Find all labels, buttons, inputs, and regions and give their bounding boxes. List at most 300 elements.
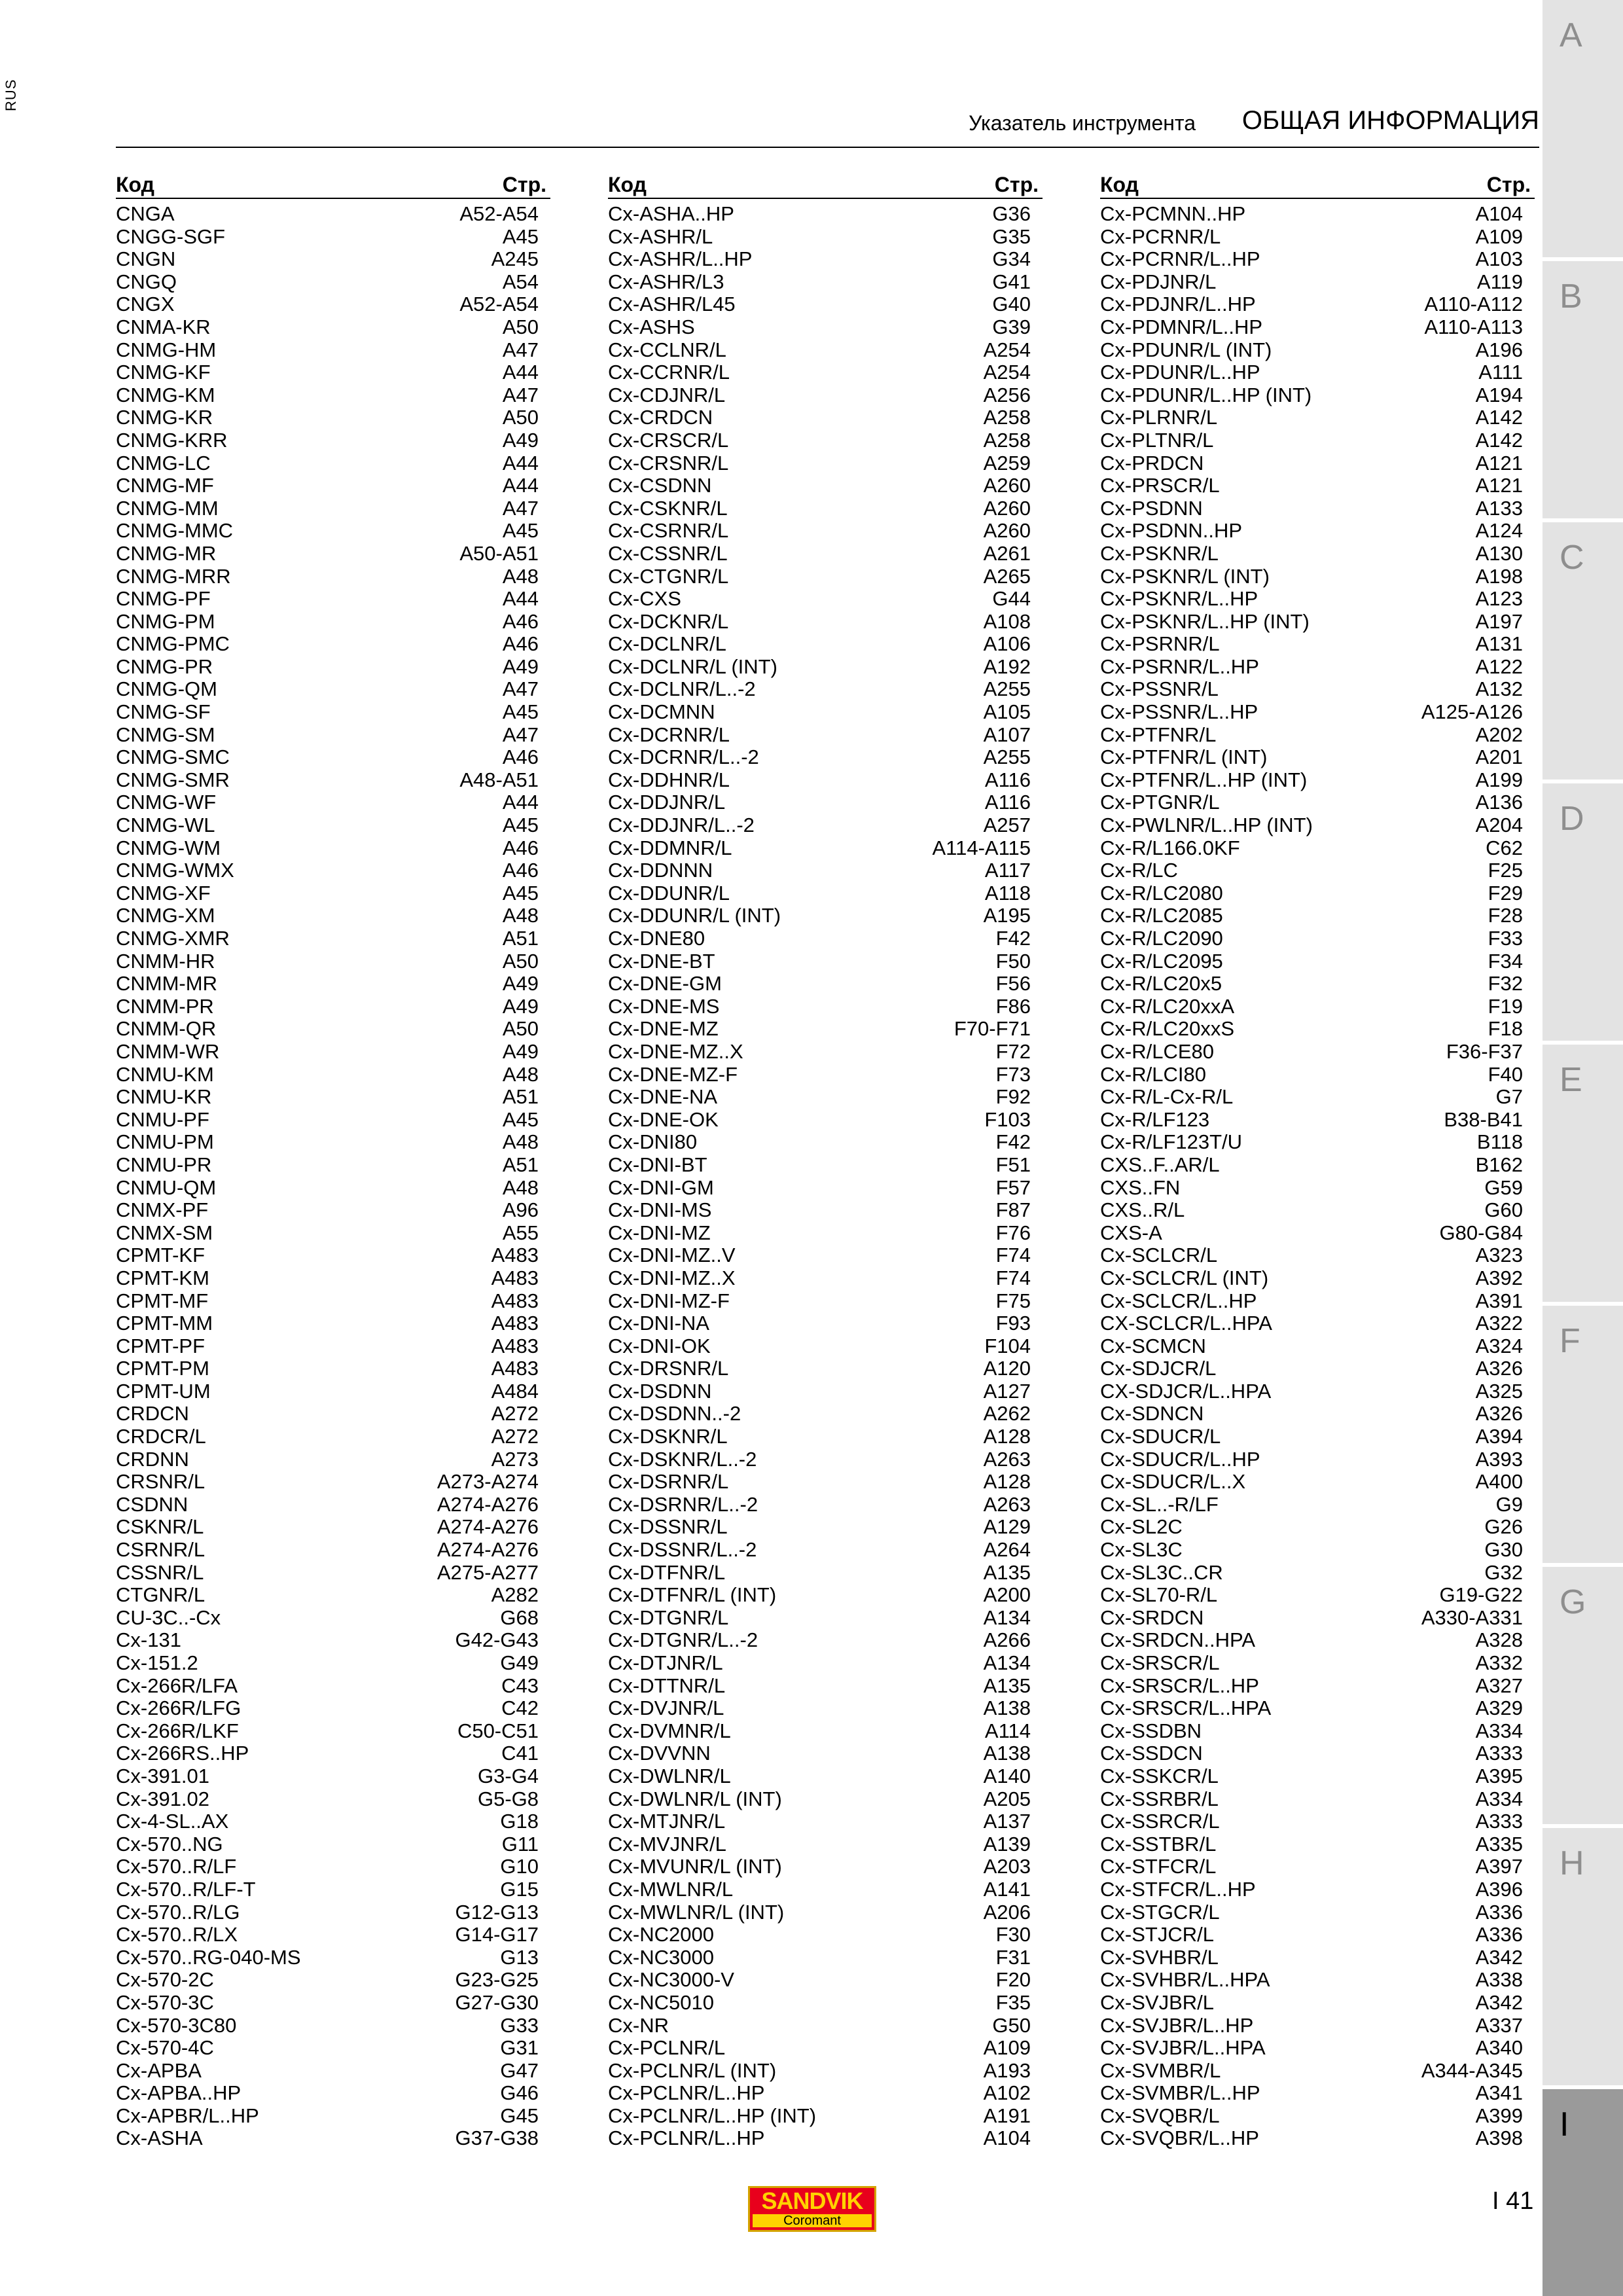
page-reference: A198 xyxy=(1475,564,1523,588)
tool-code: CXS..R/L xyxy=(1100,1198,1185,1222)
page-reference: A483 xyxy=(491,1312,539,1335)
tool-code: CNMG-PF xyxy=(116,587,211,611)
index-row xyxy=(608,996,1043,1018)
tool-code: CNMU-KM xyxy=(116,1062,214,1086)
index-row xyxy=(1100,724,1535,747)
index-row xyxy=(608,2082,1043,2105)
page-reference: G9 xyxy=(1495,1492,1523,1516)
index-row xyxy=(116,497,550,520)
index-row xyxy=(608,611,1043,634)
tool-code: Cx-DNE-MS xyxy=(608,994,720,1018)
index-row xyxy=(608,429,1043,452)
tool-code: CNMM-QR xyxy=(116,1017,217,1041)
index-row xyxy=(1100,1041,1535,1064)
page-reference: G33 xyxy=(500,2013,539,2037)
tool-code: Cx-PSKNR/L (INT) xyxy=(1100,564,1270,588)
tool-code: Cx-PCRNR/L..HP xyxy=(1100,247,1260,271)
page-reference: A128 xyxy=(983,1425,1031,1448)
index-row xyxy=(116,1675,550,1698)
tool-code: Cx-DCLNR/L (INT) xyxy=(608,655,777,678)
sandvik-logo xyxy=(748,2186,876,2232)
tool-code: Cx-DRSNR/L xyxy=(608,1357,729,1380)
page-reference: A255 xyxy=(983,677,1031,701)
page-reference: A333 xyxy=(1475,1810,1523,1833)
tool-code: CNMM-WR xyxy=(116,1039,220,1063)
index-row xyxy=(1100,316,1535,339)
page-reference: F72 xyxy=(995,1039,1031,1063)
tool-code: CNMG-WMX xyxy=(116,859,234,882)
tab-e[interactable]: E xyxy=(1543,1045,1623,1302)
page-reference: A55 xyxy=(502,1221,539,1244)
tool-code: CNMG-KRR xyxy=(116,428,228,452)
page-reference: A344-A345 xyxy=(1421,2058,1523,2082)
page-reference: A191 xyxy=(983,2104,1031,2127)
page-reference: A338 xyxy=(1475,1968,1523,1992)
page-reference: A116 xyxy=(984,768,1031,791)
tool-code: Cx-CTGNR/L xyxy=(608,564,729,588)
page-reference: A51 xyxy=(502,1085,539,1109)
page-reference: A326 xyxy=(1475,1357,1523,1380)
index-rows xyxy=(116,199,550,2150)
index-row xyxy=(1100,746,1535,769)
index-row xyxy=(1100,497,1535,520)
index-row xyxy=(1100,520,1535,543)
tool-code: Cx-266R/LFA xyxy=(116,1674,238,1697)
tool-code: Cx-151.2 xyxy=(116,1651,198,1674)
index-row xyxy=(608,927,1043,950)
page-reference: G47 xyxy=(500,2058,539,2082)
tool-code: Cx-APBA..HP xyxy=(116,2081,241,2105)
index-row xyxy=(1100,1494,1535,1516)
tool-code: CNMG-HM xyxy=(116,338,217,361)
page-reference: A45 xyxy=(502,1107,539,1131)
tool-code: Cx-PCLNR/L..HP (INT) xyxy=(608,2104,817,2127)
index-row xyxy=(1100,1471,1535,1494)
index-row xyxy=(1100,1177,1535,1200)
page-reference: A274-A276 xyxy=(437,1515,539,1539)
tool-code: Cx-SVMBR/L..HP xyxy=(1100,2081,1260,2105)
index-row xyxy=(1100,1969,1535,1992)
page-reference: A135 xyxy=(983,1560,1031,1584)
tool-code: Cx-CSDNN xyxy=(608,474,712,497)
tool-code: Cx-DNE-MZ..X xyxy=(608,1039,743,1063)
page-reference: A107 xyxy=(983,723,1031,746)
index-row xyxy=(608,361,1043,384)
tool-code: CNMG-WM xyxy=(116,836,221,859)
index-row xyxy=(608,1742,1043,1765)
index-row xyxy=(608,837,1043,860)
index-row xyxy=(1100,271,1535,294)
index-row xyxy=(116,1946,550,1969)
tool-code: Cx-PCLNR/L xyxy=(608,2036,726,2060)
index-row xyxy=(608,1675,1043,1698)
tool-code: Cx-DCRNR/L..-2 xyxy=(608,745,759,769)
index-row xyxy=(116,973,550,996)
page-reference: A96 xyxy=(502,1198,539,1222)
page-reference: A194 xyxy=(1475,383,1523,406)
page-reference: F86 xyxy=(995,994,1031,1018)
page-reference: A327 xyxy=(1475,1674,1523,1697)
page-reference: B118 xyxy=(1476,1130,1523,1154)
page-reference: A114 xyxy=(984,1719,1031,1742)
index-row xyxy=(116,565,550,588)
tab-d[interactable]: D xyxy=(1543,783,1623,1041)
tool-code: Cx-DSSNR/L..-2 xyxy=(608,1538,757,1562)
tool-code: Cx-PTFNR/L xyxy=(1100,723,1217,746)
page-reference: F29 xyxy=(1488,881,1523,905)
page-reference: A46 xyxy=(502,632,539,656)
page-reference: G50 xyxy=(992,2013,1031,2037)
index-row xyxy=(608,1833,1043,1856)
index-row xyxy=(1100,1222,1535,1245)
index-row xyxy=(116,520,550,543)
page-reference: G37-G38 xyxy=(455,2126,539,2150)
tool-code: CXS..F..AR/L xyxy=(1100,1153,1220,1176)
index-row xyxy=(116,475,550,497)
tool-code: Cx-DCMNN xyxy=(608,700,715,724)
page-reference: G42-G43 xyxy=(455,1628,539,1652)
page-reference: A265 xyxy=(983,564,1031,588)
page-reference: A326 xyxy=(1475,1402,1523,1426)
tool-code: Cx-ASHR/L45 xyxy=(608,293,736,316)
tool-code: CNMG-SMR xyxy=(116,768,230,791)
page-reference: A47 xyxy=(502,677,539,701)
page-reference: F57 xyxy=(995,1175,1031,1199)
tool-code: Cx-SL70-R/L xyxy=(1100,1583,1218,1607)
index-row xyxy=(608,882,1043,905)
tool-code: Cx-SSKCR/L xyxy=(1100,1764,1219,1787)
tool-code: Cx-DNE80 xyxy=(608,927,705,950)
tool-code: Cx-DCRNR/L xyxy=(608,723,730,746)
tool-code: Cx-ASHR/L3 xyxy=(608,270,724,293)
page-reference: A106 xyxy=(983,632,1031,656)
tool-code: Cx-MTJNR/L xyxy=(608,1810,726,1833)
page-reference: A49 xyxy=(502,1039,539,1063)
index-row xyxy=(116,316,550,339)
page-reference: F50 xyxy=(995,949,1031,973)
index-row xyxy=(116,2037,550,2060)
page-reference: A260 xyxy=(983,474,1031,497)
tool-code: Cx-PSDNN xyxy=(1100,496,1203,520)
page-reference: A109 xyxy=(1475,224,1523,248)
page-reference: A121 xyxy=(1475,451,1523,475)
page-reference: A44 xyxy=(502,361,539,384)
page-reference: A483 xyxy=(491,1289,539,1312)
tool-code: CNMG-MMC xyxy=(116,519,234,543)
page-reference: A132 xyxy=(1475,677,1523,701)
page-reference: A257 xyxy=(983,814,1031,837)
index-row xyxy=(608,1041,1043,1064)
page-reference: A125-A126 xyxy=(1421,700,1523,724)
page-reference: G5-G8 xyxy=(477,1787,539,1810)
tool-code: Cx-DDMNR/L xyxy=(608,836,732,859)
tool-code: Cx-PSSNR/L xyxy=(1100,677,1219,701)
index-row xyxy=(608,1448,1043,1471)
index-row xyxy=(608,1924,1043,1946)
page-reference: A124 xyxy=(1475,519,1523,543)
index-row xyxy=(608,1086,1043,1109)
tool-code: Cx-NC3000-V xyxy=(608,1968,734,1992)
page-reference: F34 xyxy=(1488,949,1523,973)
page-reference: A52-A54 xyxy=(459,293,539,316)
page-reference: A45 xyxy=(502,224,539,248)
page-reference: A199 xyxy=(1475,768,1523,791)
index-row xyxy=(116,361,550,384)
index-row xyxy=(608,656,1043,679)
index-row xyxy=(1100,1426,1535,1448)
tool-code: CNGA xyxy=(116,202,175,225)
page-reference: F51 xyxy=(995,1153,1031,1176)
tool-code: Cx-STJCR/L xyxy=(1100,1923,1214,1946)
tool-code: Cx-PTFNR/L..HP (INT) xyxy=(1100,768,1308,791)
index-row xyxy=(116,226,550,249)
tool-code: Cx-570..NG xyxy=(116,1832,223,1856)
tool-code: Cx-CXS xyxy=(608,587,681,611)
tab-c[interactable]: C xyxy=(1543,522,1623,780)
tool-code: Cx-PDJNR/L xyxy=(1100,270,1217,293)
index-column-2 xyxy=(608,171,1043,2150)
tool-code: Cx-CRDCN xyxy=(608,406,713,429)
page-reference: A204 xyxy=(1475,814,1523,837)
tab-g[interactable]: G xyxy=(1543,1567,1623,1824)
page-reference: A46 xyxy=(502,859,539,882)
index-row xyxy=(608,1584,1043,1607)
tool-code: CNMU-PR xyxy=(116,1153,212,1176)
tool-code: Cx-ASHA..HP xyxy=(608,202,734,225)
index-row xyxy=(608,1222,1043,1245)
page-reference: A49 xyxy=(502,655,539,678)
page-reference: A196 xyxy=(1475,338,1523,361)
tool-code: Cx-SDUCR/L..X xyxy=(1100,1470,1246,1494)
tool-code: Cx-DCKNR/L xyxy=(608,609,729,633)
page-reference: G30 xyxy=(1484,1538,1523,1562)
index-row xyxy=(608,1380,1043,1403)
page-reference: G60 xyxy=(1484,1198,1523,1222)
tab-b[interactable]: B xyxy=(1543,261,1623,518)
page-reference: A140 xyxy=(983,1764,1031,1787)
page-reference: A325 xyxy=(1475,1379,1523,1403)
page-reference: A137 xyxy=(983,1810,1031,1833)
column-header xyxy=(608,171,1043,199)
tool-code: Cx-NC2000 xyxy=(608,1923,714,1946)
tool-code: Cx-DNI-MZ-F xyxy=(608,1289,730,1312)
tool-code: CX-SCLCR/L..HPA xyxy=(1100,1312,1272,1335)
index-row xyxy=(608,1901,1043,1924)
index-row xyxy=(116,950,550,973)
page-reference: A46 xyxy=(502,836,539,859)
tool-code: Cx-570..R/LF xyxy=(116,1855,237,1878)
page-reference: A254 xyxy=(983,338,1031,361)
index-row xyxy=(1100,882,1535,905)
page-reference: F104 xyxy=(984,1334,1031,1357)
tool-code: Cx-DTFNR/L xyxy=(608,1560,726,1584)
tool-code: CNGG-SGF xyxy=(116,224,226,248)
tool-code: Cx-SRSCR/L..HP xyxy=(1100,1674,1259,1697)
logo-brand: SANDVIK xyxy=(761,2187,863,2214)
tool-code: Cx-DCLNR/L xyxy=(608,632,726,656)
tool-code: Cx-4-SL..AX xyxy=(116,1810,229,1833)
tool-code: CNMG-MR xyxy=(116,541,217,565)
tool-code: CSSNR/L xyxy=(116,1560,204,1584)
index-row xyxy=(116,837,550,860)
tool-code: CNMU-PM xyxy=(116,1130,214,1154)
tool-code: Cx-DWLNR/L xyxy=(608,1764,731,1787)
page-reference: F87 xyxy=(995,1198,1031,1222)
page-reference: A51 xyxy=(502,1153,539,1176)
page-reference: A50-A51 xyxy=(459,541,539,565)
index-column-3 xyxy=(1100,171,1535,2150)
index-row xyxy=(116,1086,550,1109)
index-row xyxy=(608,814,1043,837)
tab-i[interactable]: I xyxy=(1543,2089,1623,2296)
page-reference: A141 xyxy=(983,1877,1031,1901)
page-reference: A396 xyxy=(1475,1877,1523,1901)
index-row xyxy=(608,1516,1043,1539)
tool-code: Cx-PSRNR/L xyxy=(1100,632,1220,656)
index-row xyxy=(1100,1086,1535,1109)
page-reference: A400 xyxy=(1475,1470,1523,1494)
index-row xyxy=(608,1312,1043,1335)
tool-code: Cx-PLTNR/L xyxy=(1100,428,1214,452)
index-row xyxy=(116,1018,550,1041)
tool-code: Cx-PDUNR/L (INT) xyxy=(1100,338,1272,361)
page-reference: G49 xyxy=(500,1651,539,1674)
tool-code: Cx-NC5010 xyxy=(608,1990,714,2014)
index-row xyxy=(1100,1448,1535,1471)
index-row xyxy=(116,2105,550,2128)
index-row xyxy=(1100,1154,1535,1177)
index-row xyxy=(116,203,550,226)
index-row xyxy=(1100,1720,1535,1743)
page-reference: A201 xyxy=(1475,745,1523,769)
index-row xyxy=(608,633,1043,656)
index-row xyxy=(1100,1924,1535,1946)
tool-code: CRDCN xyxy=(116,1402,189,1426)
tool-code: CNMG-KF xyxy=(116,361,211,384)
index-row xyxy=(608,1652,1043,1675)
index-row xyxy=(608,905,1043,927)
page-reference: G13 xyxy=(500,1945,539,1969)
page-reference: A47 xyxy=(502,723,539,746)
tool-code: CNMM-HR xyxy=(116,949,215,973)
index-row xyxy=(608,1064,1043,1086)
page-reference: A336 xyxy=(1475,1923,1523,1946)
index-row xyxy=(1100,1878,1535,1901)
page-reference: G18 xyxy=(500,1810,539,1833)
page-reference: A322 xyxy=(1475,1312,1523,1335)
index-row xyxy=(116,1652,550,1675)
index-row xyxy=(116,769,550,792)
index-row xyxy=(116,293,550,316)
index-row xyxy=(608,1267,1043,1290)
index-row xyxy=(608,1697,1043,1720)
page-reference: F30 xyxy=(995,1923,1031,1946)
tool-code: Cx-SCLCR/L..HP xyxy=(1100,1289,1257,1312)
index-row xyxy=(608,2105,1043,2128)
index-row xyxy=(608,769,1043,792)
index-row xyxy=(1100,1244,1535,1267)
index-row xyxy=(1100,859,1535,882)
tool-code: Cx-R/LC20xxS xyxy=(1100,1017,1234,1041)
page-reference: A133 xyxy=(1475,496,1523,520)
tool-code: Cx-SL3C..CR xyxy=(1100,1560,1223,1584)
tab-f[interactable]: F xyxy=(1543,1306,1623,1563)
page-reference: F42 xyxy=(995,927,1031,950)
tab-h[interactable]: H xyxy=(1543,1828,1623,2085)
page-reference: A195 xyxy=(983,904,1031,927)
index-row xyxy=(116,588,550,611)
tool-code: CNMG-QM xyxy=(116,677,217,701)
page-reference: F31 xyxy=(995,1945,1031,1969)
tool-code: Cx-SRDCN xyxy=(1100,1605,1204,1629)
tool-code: CNMX-SM xyxy=(116,1221,213,1244)
index-row xyxy=(116,2060,550,2083)
page-reference: A111 xyxy=(1478,361,1523,384)
index-row xyxy=(608,1629,1043,1652)
page-reference: A109 xyxy=(983,2036,1031,2060)
index-row xyxy=(116,1494,550,1516)
page-reference: B38-B41 xyxy=(1444,1107,1523,1131)
page-reference: A255 xyxy=(983,745,1031,769)
index-row xyxy=(608,1878,1043,1901)
page-reference: A263 xyxy=(983,1447,1031,1471)
tool-code: Cx-DNI-MZ..V xyxy=(608,1244,736,1267)
page-reference: A47 xyxy=(502,383,539,406)
index-row xyxy=(1100,1267,1535,1290)
header-code: Код xyxy=(116,173,154,196)
tool-code: Cx-CSRNR/L xyxy=(608,519,729,543)
tool-code: Cx-SVHBR/L..HPA xyxy=(1100,1968,1270,1992)
tool-code: Cx-MVJNR/L xyxy=(608,1832,726,1856)
index-row xyxy=(608,1810,1043,1833)
page-reference: A337 xyxy=(1475,2013,1523,2037)
index-row xyxy=(608,520,1043,543)
page-reference: A116 xyxy=(984,791,1031,814)
tool-code: Cx-R/LC2095 xyxy=(1100,949,1223,973)
tool-code: Cx-391.01 xyxy=(116,1764,210,1787)
tool-code: CNMU-QM xyxy=(116,1175,217,1199)
tool-code: CNMG-SMC xyxy=(116,745,230,769)
page-reference: A340 xyxy=(1475,2036,1523,2060)
index-row xyxy=(608,543,1043,565)
tool-code: Cx-DNE-BT xyxy=(608,949,715,973)
page-reference: A45 xyxy=(502,881,539,905)
index-row xyxy=(608,248,1043,271)
index-row xyxy=(608,1539,1043,1562)
tab-a[interactable]: A xyxy=(1543,0,1623,257)
tool-code: Cx-PCLNR/L..HP xyxy=(608,2081,765,2105)
index-row xyxy=(1100,293,1535,316)
tool-code: Cx-DSRNR/L..-2 xyxy=(608,1492,758,1516)
page-reference: A51 xyxy=(502,927,539,950)
tool-code: Cx-PRSCR/L xyxy=(1100,474,1220,497)
tool-code: CNMM-MR xyxy=(116,972,217,996)
page-reference: A258 xyxy=(983,406,1031,429)
index-row xyxy=(116,1131,550,1154)
tool-code: Cx-DNI-GM xyxy=(608,1175,714,1199)
index-row xyxy=(608,1154,1043,1177)
page-reference: A46 xyxy=(502,745,539,769)
tool-code: Cx-DDJNR/L..-2 xyxy=(608,814,755,837)
index-row xyxy=(1100,384,1535,407)
index-row xyxy=(116,701,550,724)
index-row xyxy=(1100,1607,1535,1630)
index-row xyxy=(116,1312,550,1335)
tool-code: Cx-CRSNR/L xyxy=(608,451,729,475)
tool-code: Cx-DTGNR/L xyxy=(608,1605,729,1629)
page-reference: A391 xyxy=(1475,1289,1523,1312)
index-row xyxy=(608,950,1043,973)
